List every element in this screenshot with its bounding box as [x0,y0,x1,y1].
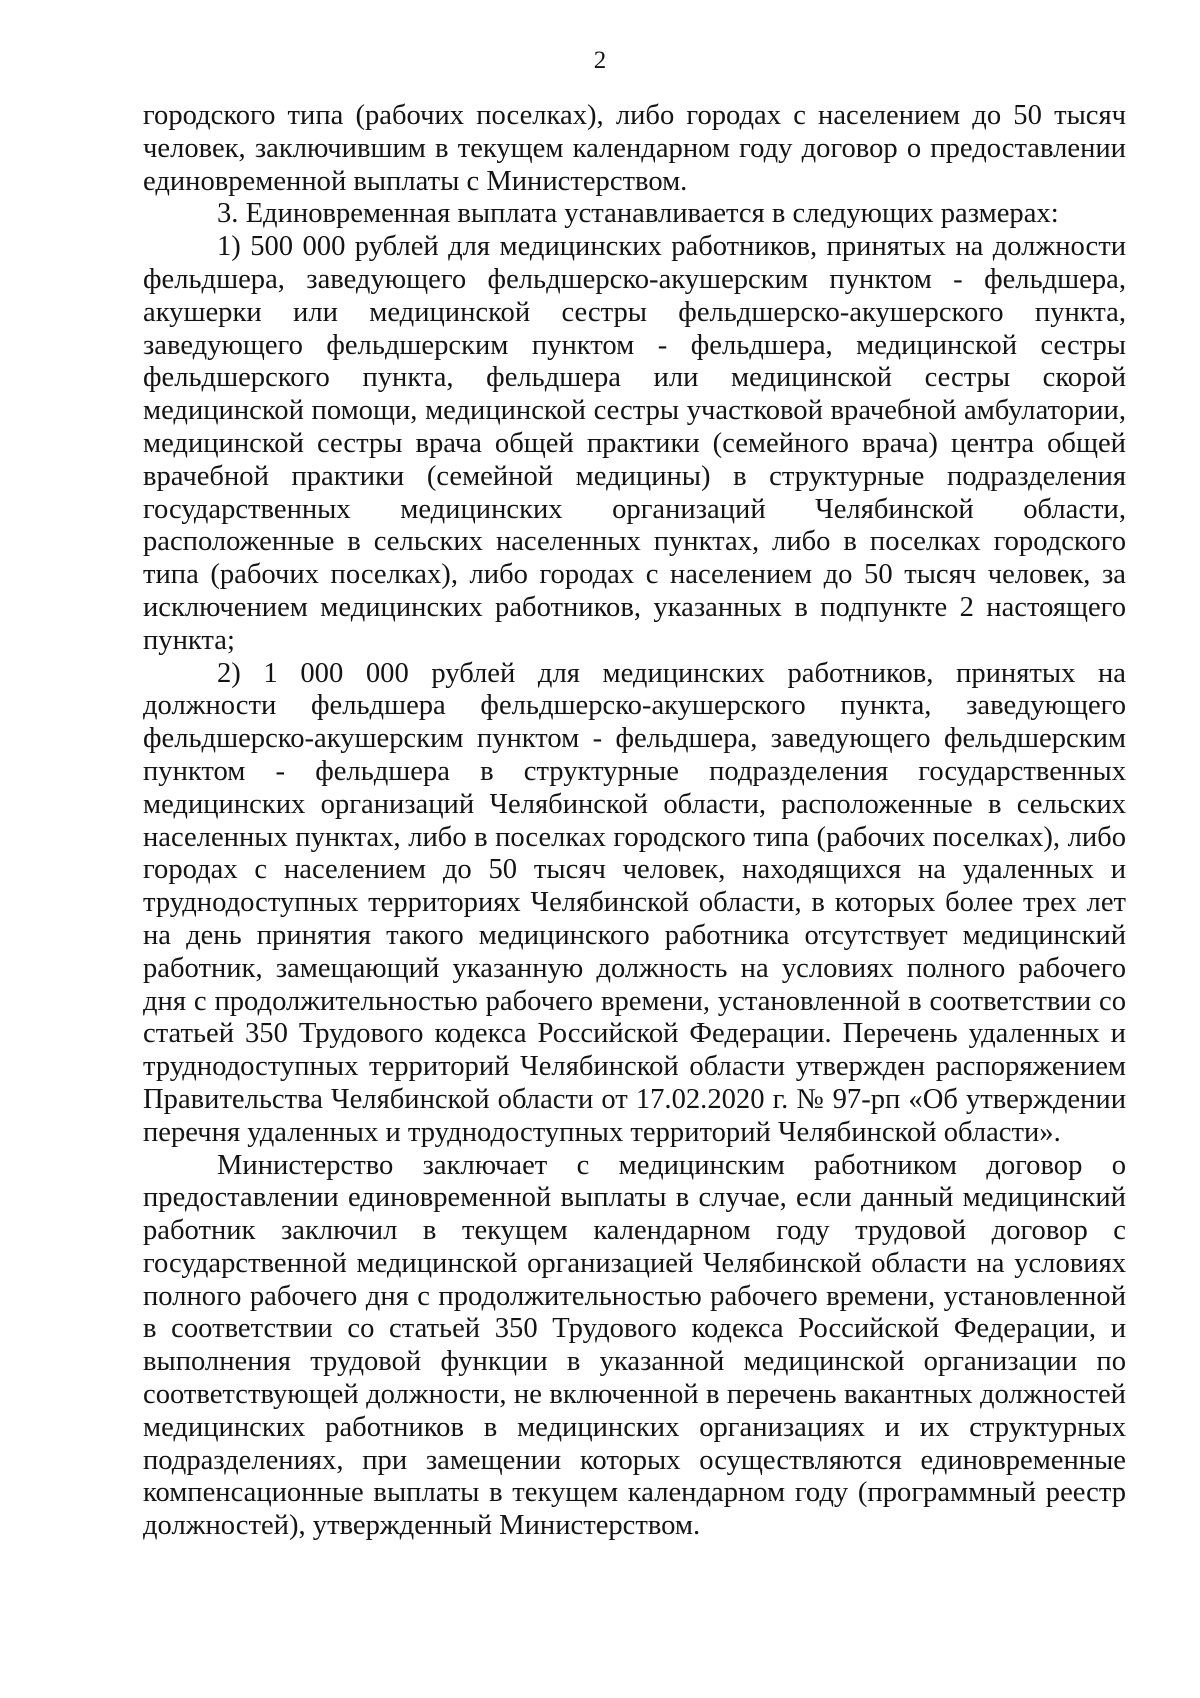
page-number: 2 [593,47,607,74]
paragraph-clause-3: 3. Единовременная выплата устанавливается в следующих размерах: [217,198,1059,230]
paragraph-subclause-2: 2) 1 000 000 рублей для медицинских работников, принятых на должности фельдшера фельдшерско-акушерского пункта, заведующего фельдшерско-акушерским пунктом - фельдшера, заведующего фельдшерским пунктом - фельдшера в структурные подразделения государственных медицинских организаций Челябинской области, расположенные в сельских населенных пунктах, либо в поселках городского типа (рабочих поселках), либо городах с населением до 50 тысяч человек, находящихся на удаленных и труднодоступных территориях Челябинской области, в которых более трех лет на день принятия такого медицинского работника отсутствует медицинский работник, замещающий указанную должность на условиях полного рабочего дня с продолжительностью рабочего времени, установленной в соответствии со статьей 350 Трудового кодекса Российской Федерации. Перечень удаленных и труднодоступных территорий Челябинской области утвержден распоряжением Правительства Челябинской области от 17.02.2020 г. № 97-рп «Об утверждении перечня удаленных и труднодоступных территорий Челябинской области». [143,657,1126,1148]
paragraph-subclause-1: 1) 500 000 рублей для медицинских работников, принятых на должности фельдшера, заведующего фельдшерско-акушерским пунктом - фельдшера, акушерки или медицинской сестры фельдшерско-акушерского пункта, заведующего фельдшерским пунктом - фельдшера, медицинской сестры фельдшерского пункта, фельдшера или медицинской сестры скорой медицинской помощи, медицинской сестры участковой врачебной амбулатории, медицинской сестры врача общей практики (семейного врача) центра общей врачебной практики (семейной медицины) в структурные подразделения государственных медицинских организаций Челябинской области, расположенные в сельских населенных пунктах, либо в поселках городского типа (рабочих поселках), либо городах с населением до 50 тысяч человек, за исключением медицинских работников, указанных в подпункте 2 настоящего пункта; [143,231,1126,656]
paragraph-continuation: городского типа (рабочих поселках), либо городах с населением до 50 тысяч человек, заключившим в текущем календарном году договор о предоставлении единовременной выплаты с Министерством. [143,100,1126,197]
paragraph-ministry-agreement: Министерство заключает с медицинским работником договор о предоставлении единовременной выплаты в случае, если данный медицинский работник заключил в текущем календарном году трудовой договор с государственной медицинской организацией Челябинской области на условиях полного рабочего дня с продолжительностью рабочего времени, установленной в соответствии со статьей 350 Трудового кодекса Российской Федерации, и выполнения трудовой функции в указанной медицинской организации по соответствующей должности, не включенной в перечень вакантных должностей медицинских работников в медицинских организациях и их структурных подразделениях, при замещении которых осуществляются единовременные компенсационные выплаты в текущем календарном году (программный реестр должностей), утвержденный Министерством. [143,1149,1126,1542]
document-body [143,100,1126,1543]
